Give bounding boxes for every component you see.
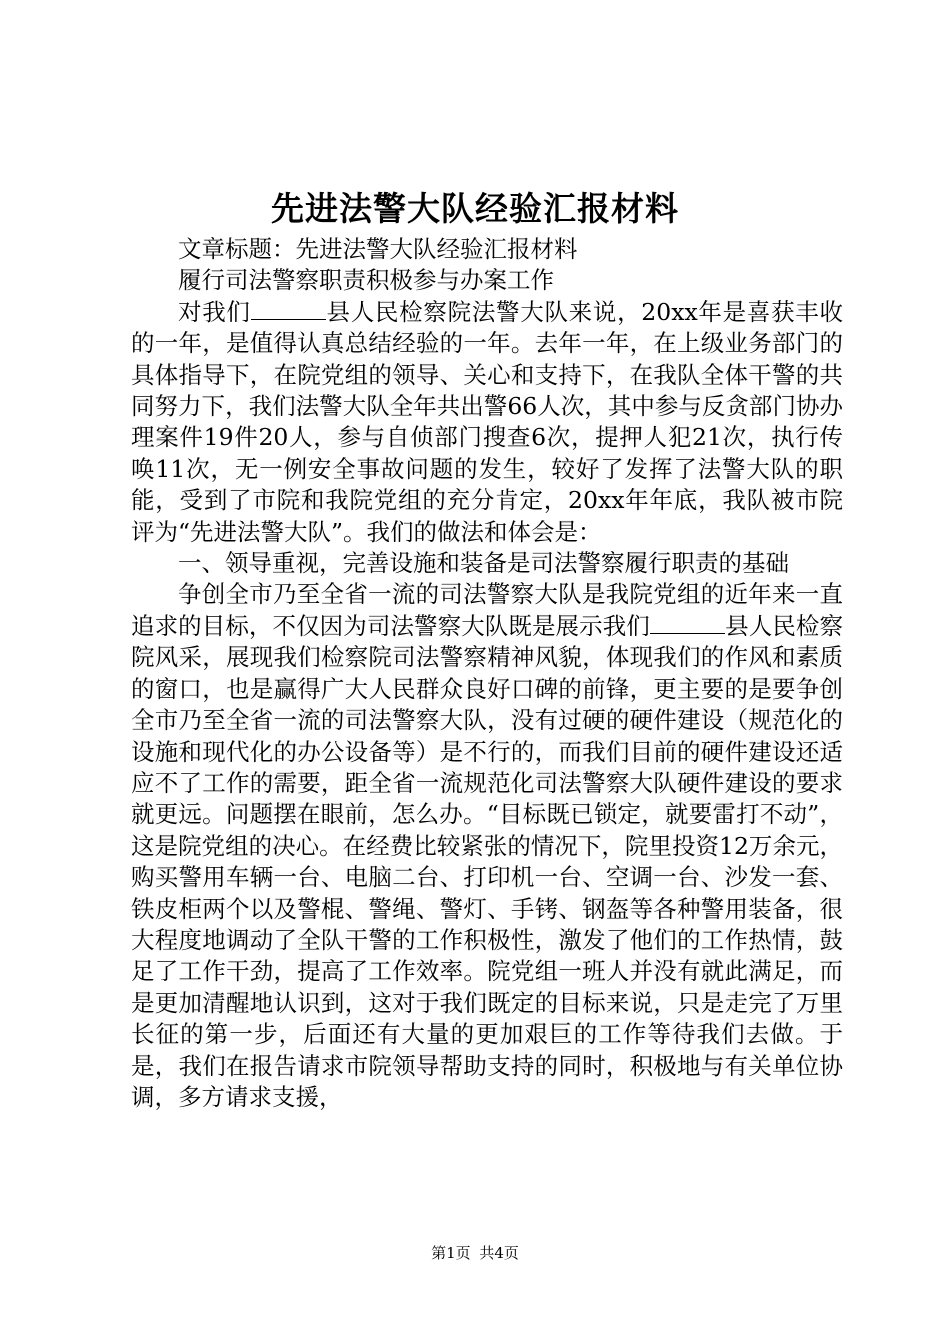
page-number-total: 共4页 xyxy=(479,1244,519,1262)
blank-underline xyxy=(650,612,725,634)
paragraph-section-heading: 一、领导重视，完善设施和装备是司法警察履行职责的基础 xyxy=(178,549,789,578)
paragraph-intro xyxy=(131,297,843,548)
paragraph-subtitle: 履行司法警察职责积极参与办案工作 xyxy=(178,266,554,295)
blank-underline xyxy=(251,298,326,320)
document-body xyxy=(131,234,843,1113)
page-number-current: 第1页 xyxy=(431,1244,471,1262)
paragraph-section-body xyxy=(131,579,843,1113)
page-footer xyxy=(0,1243,950,1263)
document-title: 先进法警大队经验汇报材料 xyxy=(271,189,679,228)
paragraph-section-start: 争创全市乃至全省一流的司法警察大队是我院党组的近年来一直追求的目标，不仅因为司法警察大队既是展示我们 xyxy=(131,580,843,640)
paragraph-intro-start: 对我们 xyxy=(178,297,251,326)
paragraph-intro-rest: 县人民检察院法警大队来说，20xx年是喜获丰收的一年，是值得认真总结经验的一年。去年一年，在上级业务部门的具体指导下，在院党组的领导、关心和支持下，在我队全体干警的共同努力下，我们法警大队全年共出警66人次，其中参与反贪部门协办理案件19件20人，参与自侦部门搜查6次，提押人犯21次，执行传唤11次，无一例安全事故问题的发生，较好了发挥了法警大队的职能，受到了市院和我院党组的充分肯定，20xx年年底，我队被市院评为“先进法警大队”。我们的做法和体会是： xyxy=(131,297,843,546)
paragraph-article-title: 文章标题：先进法警大队经验汇报材料 xyxy=(178,235,578,263)
paragraph-section-rest: 县人民检察院风采，展现我们检察院司法警察精神风貌，体现我们的作风和素质的窗口，也是赢得广大人民群众良好口碑的前锋，更主要的是要争创全市乃至全省一流的司法警察大队，没有过硬的硬件建设（规范化的设施和现代化的办公设备等）是不行的，而我们目前的硬件建设还适应不了工作的需要，距全省一流规范化司法警察大队硬件建设的要求就更远。问题摆在眼前，怎么办。“目标既已锁定，就要雷打不动”，这是院党组的决心。在经费比较紧张的情况下，院里投资12万余元，购买警用车辆一台、电脑二台、打印机一台、空调一台、沙发一套、铁皮柜两个以及警棍、警绳、警灯、手铐、钢盔等各种警用装备，很大程度地调动了全队干警的工作积极性，激发了他们的工作热情，鼓足了工作干劲，提高了工作效率。院党组一班人并没有就此满足，而是更加清醒地认识到，这对于我们既定的目标来说，只是走完了万里长征的第一步，后面还有大量的更加艰巨的工作等待我们去做。于是，我们在报告请求市院领导帮助支持的同时，积极地与有关单位协调，多方请求支援， xyxy=(131,611,844,1111)
